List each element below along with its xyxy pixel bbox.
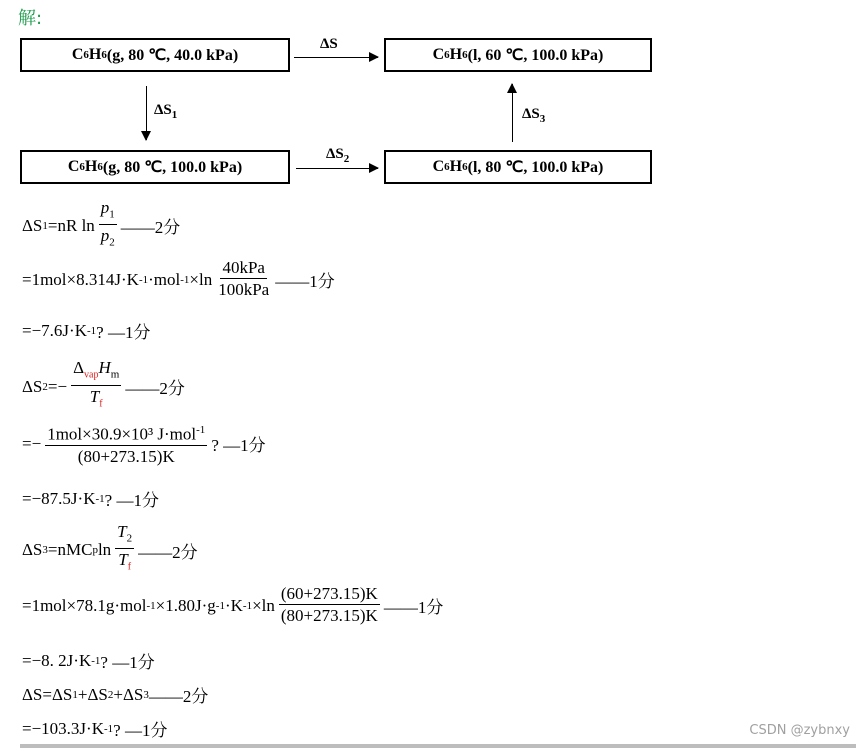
equation-delta-s1: ΔS 1 =nR ln $\frac{p_1}{p_2}$ ——2分 (22, 198, 181, 249)
arrow-label-delta-s3: $\Delta S_3$ (522, 106, 546, 125)
arrow-label-delta-s1: $\Delta S_1$ (154, 102, 178, 121)
equation-delta-s3-result: =−8. 2J·K -1 ? —1分 (22, 650, 155, 672)
arrow-label-delta-s: ΔS (320, 36, 338, 52)
equation-delta-s2-result: =−87.5J·K -1 ? —1分 (22, 488, 159, 510)
arrow-delta-s3 (512, 84, 513, 142)
solution-heading: 解: (18, 8, 43, 29)
equation-delta-s3-value: =1mol×78.1g·mol -1 ×1.80J·g -1 ·K -1 ×ln $\frac{(60+273.15)K}{(80+273.15)K}$ ——1分 (22, 584, 444, 625)
state-box-intermediate-2: C 6 H 6 (l, 80 ℃, 100.0 kPa) (384, 150, 652, 184)
arrow-delta-s (294, 57, 378, 58)
equation-delta-s3: ΔS 3 =nMC p ln $\frac{T_2}{T_f}$ ——2分 (22, 522, 198, 573)
equation-delta-s-result: =−103.3J·K -1 ? —1分 (22, 718, 168, 740)
arrow-delta-s1 (146, 86, 147, 140)
equation-delta-s1-result: =−7.6J·K -1 ? —1分 (22, 320, 151, 342)
equation-delta-s1-value: =1mol×8.314J·K -1 ·mol -1 ×ln $\frac{\text{40kPa}}{\text{100kPa}}$ ——1分 (22, 258, 335, 299)
equation-delta-s-total: ΔS=ΔS 1 +ΔS 2 +ΔS 3 ——2分 (22, 684, 209, 706)
equation-delta-s2-value: =− $\frac{1mol\times 30.9\times 10^3 J\cdot mol^{-1}}{(80+273.15)K}$ ? —1分 (22, 420, 266, 468)
arrow-label-delta-s2: $\Delta S_2$ (326, 146, 350, 165)
state-box-initial: C 6 H 6 (g, 80 ℃, 40.0 kPa) (20, 38, 290, 72)
arrow-delta-s2 (296, 168, 378, 169)
bottom-scroll-edge (20, 744, 856, 748)
equation-delta-s2: ΔS 2 =− $\frac{\Delta_{vap}H_m}{T_f}$ ——2分 (22, 358, 185, 410)
state-box-intermediate-1: C 6 H 6 (g, 80 ℃, 100.0 kPa) (20, 150, 290, 184)
csdn-watermark: CSDN @zybnxy (749, 723, 850, 738)
state-box-final: C 6 H 6 (l, 60 ℃, 100.0 kPa) (384, 38, 652, 72)
